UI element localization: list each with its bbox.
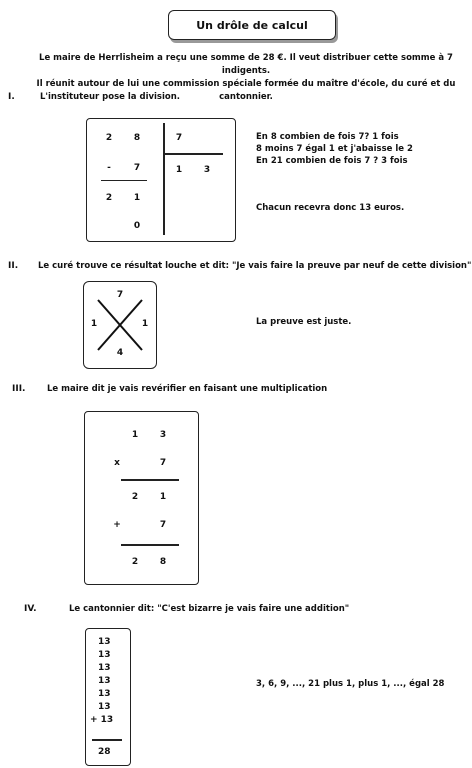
division-box bbox=[86, 118, 236, 242]
mult-line-2 bbox=[121, 544, 179, 546]
divisor: 7 bbox=[175, 133, 183, 143]
addition-line bbox=[92, 739, 122, 741]
addend-1: 13 bbox=[98, 637, 111, 647]
proof-bottom: 4 bbox=[116, 348, 124, 358]
proof-box bbox=[83, 281, 157, 369]
mult-add: 7 bbox=[159, 520, 167, 530]
section-4-heading: Le cantonnier dit: "C'est bizarre je vais faire une addition" bbox=[69, 604, 350, 614]
mult-a-digit-2: 3 bbox=[159, 430, 167, 440]
intro-line-1: Le maire de Herrlisheim a reçu une somme de 28 €. Il veut distribuer cette somme à 7 indigents. bbox=[39, 53, 453, 76]
section-3-number: III. bbox=[12, 384, 26, 394]
times-sign: x bbox=[114, 458, 120, 468]
mult-b: 7 bbox=[159, 458, 167, 468]
section-2-number: II. bbox=[8, 261, 19, 271]
plus-sign: + bbox=[113, 520, 121, 530]
quotient-digit-2: 3 bbox=[203, 165, 211, 175]
division-note-3: En 21 combien de fois 7 ? 3 fois bbox=[256, 156, 408, 166]
addend-4: 13 bbox=[98, 676, 111, 686]
addition-box bbox=[85, 628, 131, 766]
subtrahend: 7 bbox=[133, 163, 141, 173]
addend-3: 13 bbox=[98, 663, 111, 673]
minus-sign: - bbox=[107, 163, 111, 173]
addition-note: 3, 6, 9, ..., 21 plus 1, plus 1, ..., égal 28 bbox=[256, 679, 445, 689]
partial-digit-1: 2 bbox=[131, 492, 139, 502]
proof-right: 1 bbox=[141, 319, 149, 329]
addend-5: 13 bbox=[98, 689, 111, 699]
partial-digit-2: 1 bbox=[159, 492, 167, 502]
mult-line-1 bbox=[121, 479, 179, 481]
remainder-digit-2: 1 bbox=[133, 193, 141, 203]
multiplication-box bbox=[84, 411, 199, 585]
section-4-number: IV. bbox=[24, 604, 37, 614]
division-vertical-line bbox=[163, 123, 165, 235]
remainder-digit-1: 2 bbox=[105, 193, 113, 203]
page-title: Un drôle de calcul bbox=[168, 10, 336, 40]
addition-column bbox=[90, 636, 114, 727]
division-explanation bbox=[256, 131, 413, 167]
division-note-2: 8 moins 7 égal 1 et j'abaisse le 2 bbox=[256, 144, 413, 154]
division-horizontal-line bbox=[163, 153, 223, 155]
mult-a-digit-1: 1 bbox=[131, 430, 139, 440]
proof-note: La preuve est juste. bbox=[256, 317, 352, 327]
addend-6: 13 bbox=[98, 702, 111, 712]
division-conclusion: Chacun recevra donc 13 euros. bbox=[256, 203, 405, 213]
subtraction-line bbox=[101, 180, 147, 181]
section-1-number: I. bbox=[8, 92, 15, 102]
quotient-digit-1: 1 bbox=[175, 165, 183, 175]
dividend-digit-2: 8 bbox=[133, 133, 141, 143]
final-remainder: 0 bbox=[133, 221, 141, 231]
result-digit-1: 2 bbox=[131, 557, 139, 567]
addend-2: 13 bbox=[98, 650, 111, 660]
result-digit-2: 8 bbox=[159, 557, 167, 567]
proof-left: 1 bbox=[90, 319, 98, 329]
division-note-1: En 8 combien de fois 7? 1 fois bbox=[256, 132, 399, 142]
addition-total: 28 bbox=[98, 747, 111, 757]
dividend-digit-1: 2 bbox=[105, 133, 113, 143]
proof-top: 7 bbox=[116, 290, 124, 300]
section-3-heading: Le maire dit je vais revérifier en faisant une multiplication bbox=[47, 384, 328, 394]
intro-line-2: Il réunit autour de lui une commission spéciale formée du maître d'école, du curé et du cantonnier. bbox=[36, 79, 456, 102]
addend-7: + 13 bbox=[90, 715, 114, 725]
section-1-heading: L'instituteur pose la division. bbox=[40, 92, 181, 102]
section-2-heading: Le curé trouve ce résultat louche et dit: "Je vais faire la preuve par neuf de cette division" bbox=[38, 261, 472, 271]
